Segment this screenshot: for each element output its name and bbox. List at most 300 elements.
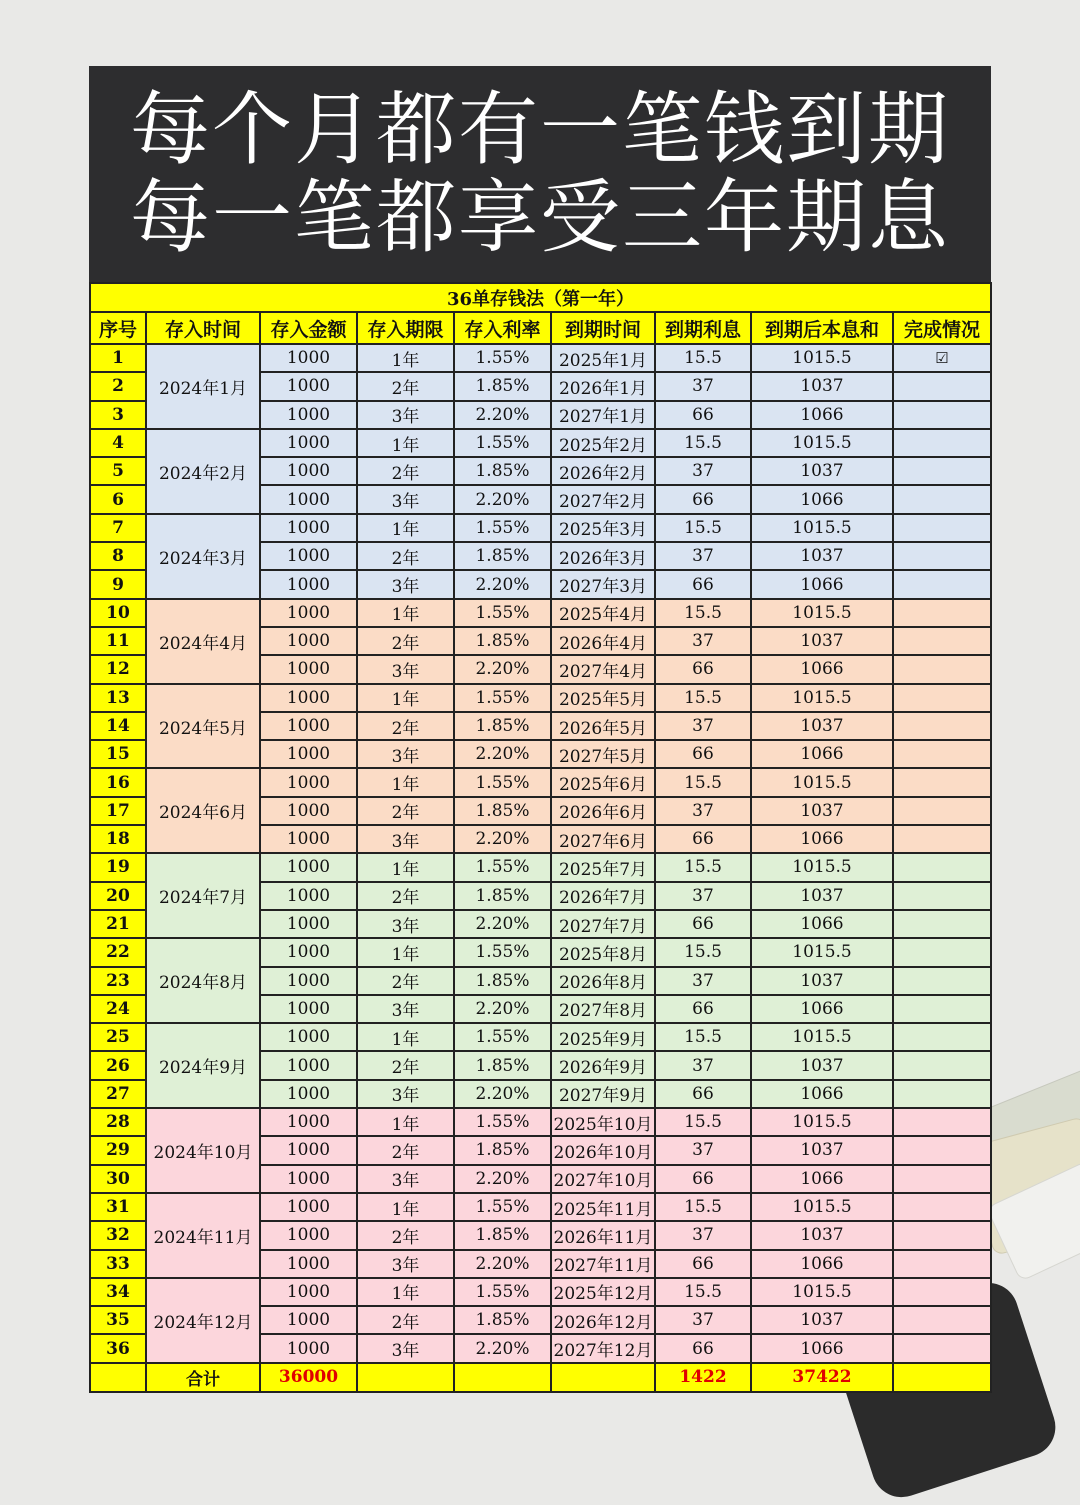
row-amount: 1000 (260, 995, 357, 1023)
row-rate: 1.85% (454, 1136, 551, 1164)
row-interest: 66 (655, 740, 751, 768)
row-interest: 15.5 (655, 1108, 751, 1136)
row-due: 2027年5月 (551, 740, 655, 768)
row-total: 1015.5 (751, 344, 893, 372)
row-amount: 1000 (260, 684, 357, 712)
row-total: 1015.5 (751, 768, 893, 796)
row-interest: 15.5 (655, 684, 751, 712)
totals-amount: 36000 (260, 1363, 357, 1392)
row-term: 1年 (357, 853, 454, 881)
row-amount: 1000 (260, 1250, 357, 1278)
row-interest: 66 (655, 570, 751, 598)
row-term: 2年 (357, 797, 454, 825)
row-rate: 1.85% (454, 627, 551, 655)
row-status-checkbox[interactable] (893, 542, 991, 570)
row-interest: 66 (655, 1334, 751, 1362)
row-seq: 5 (90, 457, 146, 485)
header-total: 到期后本息和 (751, 312, 893, 344)
row-term: 3年 (357, 570, 454, 598)
row-amount: 1000 (260, 542, 357, 570)
row-interest: 37 (655, 712, 751, 740)
row-amount: 1000 (260, 797, 357, 825)
header-interest: 到期利息 (655, 312, 751, 344)
row-status-checkbox[interactable] (893, 457, 991, 485)
row-seq: 11 (90, 627, 146, 655)
row-total: 1037 (751, 1051, 893, 1079)
table-row (90, 599, 991, 627)
table-row (90, 1023, 991, 1051)
row-total: 1037 (751, 712, 893, 740)
row-amount: 1000 (260, 627, 357, 655)
row-status-checkbox[interactable] (893, 853, 991, 881)
row-total: 1066 (751, 910, 893, 938)
row-amount: 1000 (260, 429, 357, 457)
row-term: 3年 (357, 740, 454, 768)
row-interest: 66 (655, 1165, 751, 1193)
row-total: 1037 (751, 1136, 893, 1164)
row-due: 2025年11月 (551, 1193, 655, 1221)
row-interest: 37 (655, 627, 751, 655)
row-interest: 15.5 (655, 1193, 751, 1221)
row-status-checkbox[interactable] (893, 967, 991, 995)
row-interest: 15.5 (655, 853, 751, 881)
row-interest: 15.5 (655, 599, 751, 627)
row-total: 1015.5 (751, 1278, 893, 1306)
row-due: 2025年6月 (551, 768, 655, 796)
row-total: 1066 (751, 655, 893, 683)
row-interest: 66 (655, 825, 751, 853)
banner-line-2: 每一笔都享受三年期息 (130, 171, 950, 264)
row-rate: 1.85% (454, 1051, 551, 1079)
row-due: 2026年2月 (551, 457, 655, 485)
row-amount: 1000 (260, 853, 357, 881)
row-status-checkbox[interactable] (893, 1051, 991, 1079)
title-banner (89, 66, 991, 282)
row-status-checkbox[interactable] (893, 712, 991, 740)
row-rate: 1.55% (454, 1023, 551, 1051)
deposit-month: 2024年8月 (146, 938, 260, 1023)
row-rate: 1.55% (454, 1108, 551, 1136)
row-status-checkbox[interactable] (893, 882, 991, 910)
totals-cell-empty (454, 1363, 551, 1392)
row-rate: 1.55% (454, 938, 551, 966)
row-total: 1015.5 (751, 514, 893, 542)
row-seq: 27 (90, 1080, 146, 1108)
row-amount: 1000 (260, 1108, 357, 1136)
header-due-time: 到期时间 (551, 312, 655, 344)
row-interest: 15.5 (655, 344, 751, 372)
row-status-checkbox[interactable] (893, 995, 991, 1023)
deposit-month: 2024年7月 (146, 853, 260, 938)
row-status-checkbox[interactable] (893, 599, 991, 627)
row-interest: 15.5 (655, 938, 751, 966)
deposit-month: 2024年2月 (146, 429, 260, 514)
row-status-checkbox[interactable] (893, 938, 991, 966)
row-status-checkbox[interactable] (893, 740, 991, 768)
row-amount: 1000 (260, 655, 357, 683)
row-term: 3年 (357, 825, 454, 853)
row-status-checkbox[interactable] (893, 1165, 991, 1193)
row-interest: 37 (655, 457, 751, 485)
row-amount: 1000 (260, 712, 357, 740)
row-rate: 2.20% (454, 740, 551, 768)
row-term: 3年 (357, 1250, 454, 1278)
deposit-month: 2024年10月 (146, 1108, 260, 1193)
row-term: 2年 (357, 627, 454, 655)
row-due: 2025年3月 (551, 514, 655, 542)
row-interest: 15.5 (655, 1278, 751, 1306)
row-term: 2年 (357, 1306, 454, 1334)
header-status: 完成情况 (893, 312, 991, 344)
row-term: 1年 (357, 1108, 454, 1136)
row-amount: 1000 (260, 1023, 357, 1051)
row-term: 2年 (357, 712, 454, 740)
row-rate: 2.20% (454, 485, 551, 513)
totals-cell-empty (357, 1363, 454, 1392)
row-term: 2年 (357, 882, 454, 910)
row-amount: 1000 (260, 1080, 357, 1108)
table-row (90, 938, 991, 966)
table-row (90, 514, 991, 542)
row-amount: 1000 (260, 967, 357, 995)
row-term: 2年 (357, 457, 454, 485)
table-row (90, 853, 991, 881)
row-total: 1066 (751, 485, 893, 513)
row-rate: 1.85% (454, 372, 551, 400)
row-term: 3年 (357, 401, 454, 429)
row-status-checkbox[interactable] (893, 570, 991, 598)
row-rate: 1.55% (454, 344, 551, 372)
row-due: 2026年10月 (551, 1136, 655, 1164)
row-due: 2026年1月 (551, 372, 655, 400)
row-amount: 1000 (260, 457, 357, 485)
row-status-checkbox[interactable] (893, 910, 991, 938)
row-status-checkbox[interactable] (893, 485, 991, 513)
row-seq: 28 (90, 1108, 146, 1136)
row-amount: 1000 (260, 514, 357, 542)
row-total: 1037 (751, 1306, 893, 1334)
row-status-checkbox[interactable] (893, 1250, 991, 1278)
row-seq: 17 (90, 797, 146, 825)
row-due: 2026年6月 (551, 797, 655, 825)
row-term: 1年 (357, 1193, 454, 1221)
row-amount: 1000 (260, 1306, 357, 1334)
row-interest: 15.5 (655, 429, 751, 457)
row-total: 1037 (751, 797, 893, 825)
row-due: 2027年4月 (551, 655, 655, 683)
row-total: 1066 (751, 1165, 893, 1193)
row-term: 2年 (357, 1051, 454, 1079)
row-seq: 10 (90, 599, 146, 627)
row-amount: 1000 (260, 401, 357, 429)
row-term: 1年 (357, 768, 454, 796)
row-amount: 1000 (260, 1051, 357, 1079)
row-status-checkbox[interactable] (893, 655, 991, 683)
header-amount: 存入金额 (260, 312, 357, 344)
row-seq: 15 (90, 740, 146, 768)
row-amount: 1000 (260, 882, 357, 910)
row-status-checkbox[interactable] (893, 1193, 991, 1221)
row-total: 1066 (751, 401, 893, 429)
deposit-month: 2024年9月 (146, 1023, 260, 1108)
row-due: 2026年11月 (551, 1221, 655, 1249)
row-interest: 66 (655, 910, 751, 938)
row-status-checkbox[interactable] (893, 684, 991, 712)
savings-sheet (89, 282, 990, 1393)
row-due: 2025年12月 (551, 1278, 655, 1306)
row-total: 1015.5 (751, 1193, 893, 1221)
row-term: 1年 (357, 514, 454, 542)
row-interest: 66 (655, 401, 751, 429)
row-status-checkbox[interactable] (893, 1108, 991, 1136)
row-amount: 1000 (260, 825, 357, 853)
row-status-checkbox[interactable]: ☑ (893, 344, 991, 372)
row-seq: 14 (90, 712, 146, 740)
row-interest: 37 (655, 1306, 751, 1334)
savings-table (89, 282, 992, 1393)
row-status-checkbox[interactable] (893, 401, 991, 429)
row-due: 2025年9月 (551, 1023, 655, 1051)
row-status-checkbox[interactable] (893, 1278, 991, 1306)
row-seq: 26 (90, 1051, 146, 1079)
banner-line-1: 每个月都有一笔钱到期 (130, 83, 950, 176)
row-term: 3年 (357, 1080, 454, 1108)
deposit-month: 2024年11月 (146, 1193, 260, 1278)
row-rate: 2.20% (454, 401, 551, 429)
row-rate: 1.55% (454, 853, 551, 881)
totals-row (90, 1363, 991, 1392)
deposit-month: 2024年3月 (146, 514, 260, 599)
row-rate: 1.55% (454, 1278, 551, 1306)
row-total: 1066 (751, 825, 893, 853)
row-rate: 1.55% (454, 599, 551, 627)
row-due: 2025年2月 (551, 429, 655, 457)
row-status-checkbox[interactable] (893, 1334, 991, 1362)
deposit-month: 2024年12月 (146, 1278, 260, 1363)
row-due: 2027年1月 (551, 401, 655, 429)
row-seq: 31 (90, 1193, 146, 1221)
row-status-checkbox[interactable] (893, 429, 991, 457)
row-term: 2年 (357, 1136, 454, 1164)
row-term: 1年 (357, 429, 454, 457)
row-status-checkbox[interactable] (893, 627, 991, 655)
row-status-checkbox[interactable] (893, 1080, 991, 1108)
row-total: 1066 (751, 1250, 893, 1278)
row-total: 1015.5 (751, 938, 893, 966)
row-due: 2025年5月 (551, 684, 655, 712)
row-due: 2025年1月 (551, 344, 655, 372)
row-total: 1015.5 (751, 853, 893, 881)
row-term: 2年 (357, 542, 454, 570)
table-title-row (90, 283, 991, 312)
totals-cell-empty (893, 1363, 991, 1392)
row-seq: 2 (90, 372, 146, 400)
row-due: 2026年4月 (551, 627, 655, 655)
row-seq: 4 (90, 429, 146, 457)
row-seq: 18 (90, 825, 146, 853)
row-term: 2年 (357, 967, 454, 995)
row-rate: 2.20% (454, 995, 551, 1023)
row-rate: 2.20% (454, 1080, 551, 1108)
row-seq: 23 (90, 967, 146, 995)
row-amount: 1000 (260, 344, 357, 372)
row-term: 3年 (357, 995, 454, 1023)
row-rate: 1.85% (454, 1306, 551, 1334)
row-term: 3年 (357, 1334, 454, 1362)
row-status-checkbox[interactable] (893, 1306, 991, 1334)
row-status-checkbox[interactable] (893, 514, 991, 542)
row-interest: 37 (655, 967, 751, 995)
row-total: 1037 (751, 372, 893, 400)
row-term: 1年 (357, 599, 454, 627)
row-due: 2026年7月 (551, 882, 655, 910)
row-total: 1037 (751, 457, 893, 485)
row-term: 1年 (357, 1278, 454, 1306)
row-seq: 35 (90, 1306, 146, 1334)
row-amount: 1000 (260, 485, 357, 513)
row-due: 2026年3月 (551, 542, 655, 570)
row-due: 2027年2月 (551, 485, 655, 513)
row-total: 1015.5 (751, 684, 893, 712)
table-row (90, 684, 991, 712)
row-status-checkbox[interactable] (893, 372, 991, 400)
row-interest: 66 (655, 995, 751, 1023)
header-seq: 序号 (90, 312, 146, 344)
deposit-month: 2024年4月 (146, 599, 260, 684)
row-due: 2027年11月 (551, 1250, 655, 1278)
totals-interest: 1422 (655, 1363, 751, 1392)
row-term: 2年 (357, 372, 454, 400)
row-due: 2027年3月 (551, 570, 655, 598)
row-seq: 22 (90, 938, 146, 966)
row-seq: 32 (90, 1221, 146, 1249)
row-term: 1年 (357, 1023, 454, 1051)
row-status-checkbox[interactable] (893, 1023, 991, 1051)
row-total: 1066 (751, 1080, 893, 1108)
row-term: 3年 (357, 910, 454, 938)
row-status-checkbox[interactable] (893, 1136, 991, 1164)
row-amount: 1000 (260, 910, 357, 938)
row-amount: 1000 (260, 570, 357, 598)
row-due: 2027年9月 (551, 1080, 655, 1108)
row-due: 2027年7月 (551, 910, 655, 938)
row-interest: 37 (655, 372, 751, 400)
row-total: 1066 (751, 1334, 893, 1362)
row-seq: 34 (90, 1278, 146, 1306)
row-total: 1037 (751, 882, 893, 910)
table-header-row (90, 312, 991, 344)
row-interest: 37 (655, 1221, 751, 1249)
row-amount: 1000 (260, 1193, 357, 1221)
row-rate: 1.85% (454, 712, 551, 740)
table-title: 36单存钱法（第一年） (90, 283, 991, 312)
row-seq: 1 (90, 344, 146, 372)
row-interest: 15.5 (655, 514, 751, 542)
row-due: 2025年8月 (551, 938, 655, 966)
row-due: 2025年4月 (551, 599, 655, 627)
row-rate: 1.85% (454, 1221, 551, 1249)
header-term: 存入期限 (357, 312, 454, 344)
row-interest: 37 (655, 1051, 751, 1079)
row-amount: 1000 (260, 372, 357, 400)
row-amount: 1000 (260, 599, 357, 627)
row-rate: 1.55% (454, 429, 551, 457)
totals-sum: 37422 (751, 1363, 893, 1392)
row-seq: 20 (90, 882, 146, 910)
row-due: 2027年6月 (551, 825, 655, 853)
row-rate: 1.85% (454, 797, 551, 825)
row-seq: 3 (90, 401, 146, 429)
row-due: 2026年5月 (551, 712, 655, 740)
row-due: 2026年9月 (551, 1051, 655, 1079)
row-total: 1066 (751, 740, 893, 768)
row-due: 2026年12月 (551, 1306, 655, 1334)
row-amount: 1000 (260, 740, 357, 768)
totals-cell-empty (551, 1363, 655, 1392)
row-rate: 1.85% (454, 882, 551, 910)
row-interest: 15.5 (655, 1023, 751, 1051)
row-term: 3年 (357, 1165, 454, 1193)
row-due: 2025年10月 (551, 1108, 655, 1136)
row-term: 1年 (357, 684, 454, 712)
row-seq: 9 (90, 570, 146, 598)
row-term: 3年 (357, 655, 454, 683)
row-amount: 1000 (260, 1278, 357, 1306)
row-due: 2027年12月 (551, 1334, 655, 1362)
row-rate: 2.20% (454, 1165, 551, 1193)
row-interest: 66 (655, 655, 751, 683)
row-rate: 1.85% (454, 967, 551, 995)
row-term: 1年 (357, 938, 454, 966)
row-status-checkbox[interactable] (893, 1221, 991, 1249)
table-row (90, 1108, 991, 1136)
row-total: 1015.5 (751, 1108, 893, 1136)
row-interest: 15.5 (655, 768, 751, 796)
row-amount: 1000 (260, 768, 357, 796)
row-seq: 30 (90, 1165, 146, 1193)
header-deposit-time: 存入时间 (146, 312, 260, 344)
row-due: 2027年8月 (551, 995, 655, 1023)
row-status-checkbox[interactable] (893, 768, 991, 796)
row-rate: 2.20% (454, 1334, 551, 1362)
row-status-checkbox[interactable] (893, 797, 991, 825)
row-term: 1年 (357, 344, 454, 372)
deposit-month: 2024年6月 (146, 768, 260, 853)
row-amount: 1000 (260, 1334, 357, 1362)
table-row (90, 429, 991, 457)
row-total: 1015.5 (751, 599, 893, 627)
header-rate: 存入利率 (454, 312, 551, 344)
row-seq: 7 (90, 514, 146, 542)
row-amount: 1000 (260, 1136, 357, 1164)
table-row (90, 1278, 991, 1306)
row-rate: 1.55% (454, 514, 551, 542)
row-rate: 1.55% (454, 768, 551, 796)
row-due: 2027年10月 (551, 1165, 655, 1193)
row-status-checkbox[interactable] (893, 825, 991, 853)
row-seq: 21 (90, 910, 146, 938)
table-row (90, 768, 991, 796)
row-rate: 2.20% (454, 825, 551, 853)
row-rate: 1.55% (454, 1193, 551, 1221)
row-seq: 25 (90, 1023, 146, 1051)
row-due: 2025年7月 (551, 853, 655, 881)
row-rate: 2.20% (454, 570, 551, 598)
row-amount: 1000 (260, 1165, 357, 1193)
row-total: 1066 (751, 995, 893, 1023)
row-interest: 66 (655, 1080, 751, 1108)
row-interest: 37 (655, 797, 751, 825)
